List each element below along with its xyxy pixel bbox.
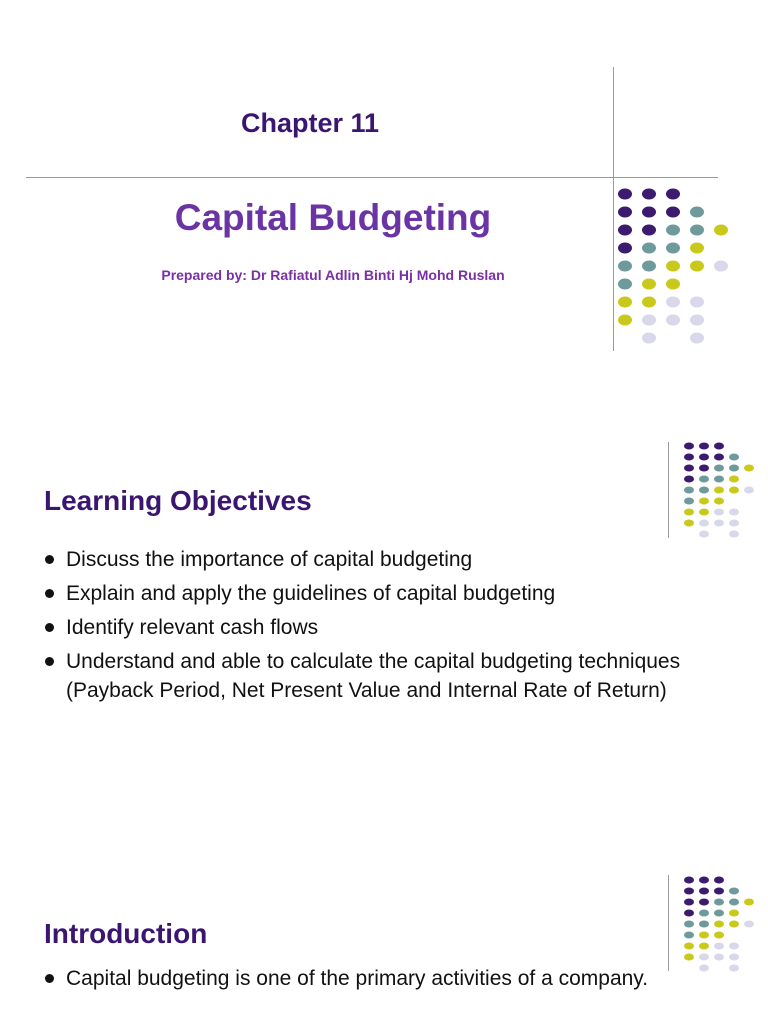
pattern-dot: [684, 877, 694, 884]
pattern-dot: [684, 910, 694, 917]
pattern-dot: [744, 921, 754, 928]
pattern-dot: [684, 888, 694, 895]
pattern-dot: [714, 877, 724, 884]
list-item-text: Capital budgeting is one of the primary activities of a company.: [66, 967, 649, 990]
pattern-dot: [729, 910, 739, 917]
pattern-dot: [744, 899, 754, 906]
pattern-dot: [714, 943, 724, 950]
pattern-dot: [714, 932, 724, 939]
pattern-dot: [729, 899, 739, 906]
pattern-dot: [699, 910, 709, 917]
pattern-dot: [729, 965, 739, 972]
pattern-dot: [699, 954, 709, 961]
pattern-dot: [684, 932, 694, 939]
list-item-text: Explain and apply the guidelines of capital budgeting: [66, 582, 556, 605]
pattern-dot: [699, 899, 709, 906]
pattern-dot: [729, 888, 739, 895]
pattern-dot: [714, 888, 724, 895]
pattern-dot: [684, 921, 694, 928]
pattern-dot: [699, 877, 709, 884]
pattern-dot: [699, 943, 709, 950]
list-item-text: Discuss the importance of capital budgeting: [66, 548, 473, 571]
pattern-dot: [699, 888, 709, 895]
introduction-slide: [0, 820, 768, 1024]
list-item: [44, 964, 666, 993]
pattern-dot: [684, 954, 694, 961]
list-item-text: Understand and able to calculate the capital budgeting techniques (Payback Period, Net Present Value and Internal Rate of Return): [66, 650, 681, 702]
bullet-dot-icon: [45, 974, 54, 983]
introduction-list: [44, 964, 724, 998]
pattern-dot: [684, 943, 694, 950]
pattern-dot: [714, 954, 724, 961]
list-item-text: Identify relevant cash flows: [66, 616, 319, 639]
pattern-dot: [699, 921, 709, 928]
slide-heading: Learning Objectives: [44, 485, 312, 516]
pattern-dot: [729, 954, 739, 961]
pattern-dot: [729, 943, 739, 950]
slide-heading: Introduction: [44, 918, 208, 949]
pattern-dot: [729, 921, 739, 928]
pattern-dot: [714, 910, 724, 917]
slide-title: Capital Budgeting: [174, 197, 492, 238]
pattern-dot: [714, 921, 724, 928]
pattern-dot: [699, 932, 709, 939]
pattern-dot: [684, 899, 694, 906]
pattern-dot: [714, 899, 724, 906]
prepared-by: Prepared by: Dr Rafiatul Adlin Binti Hj Mohd Ruslan: [161, 267, 505, 283]
chapter-label: Chapter 11: [240, 108, 380, 138]
